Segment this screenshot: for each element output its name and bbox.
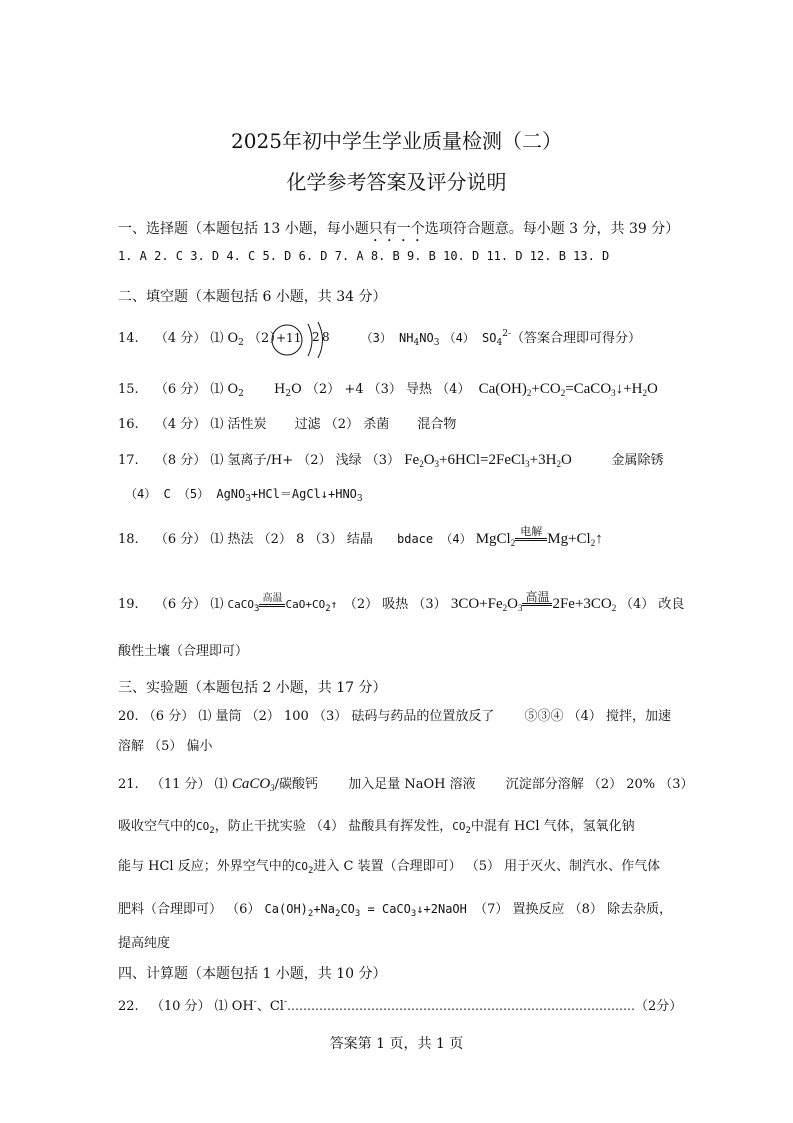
section-4-heading: 四、计算题（本题包括 1 小题，共 10 分） — [118, 966, 387, 982]
question-17-line-2 — [125, 485, 363, 504]
q15-equation — [479, 381, 658, 397]
q19-eq2-c: 2Fe+3CO — [552, 596, 612, 612]
nucleus-label: +11 — [276, 331, 302, 345]
q20-line1-a: 20. （6 分） ⑴ 量筒 （2） 100 （3） 砝码与药品的位置放反了 — [118, 709, 495, 724]
q19-eq1-sub: 3 — [254, 604, 260, 614]
section-3-heading: 三、实验题（本题包括 2 小题，共 17 分） — [118, 680, 387, 696]
q14-part4-sub: 4 — [496, 338, 503, 348]
q19-number: 19. — [118, 597, 139, 612]
q21-line2-b: ，防止干扰实验 （4） 盐酸具有挥发性， — [214, 819, 453, 834]
question-18 — [118, 525, 603, 548]
q19-eq2-a: 3CO+Fe — [450, 596, 503, 612]
q15-eq-sub4: 2 — [642, 388, 647, 398]
q18-eq-sub1: 2 — [510, 538, 516, 548]
q21-co2-formula-2 — [452, 820, 471, 836]
q19-eq2-condition — [522, 589, 552, 606]
q17-eq-sub2: 3 — [434, 459, 440, 469]
q19-eq1-sub2: 2 — [325, 604, 331, 614]
q17-eq-a: Fe — [404, 452, 420, 468]
question-15 — [118, 378, 658, 399]
section-1-heading-text-b: 选项符合题意。每小题 3 分，共 39 分） — [424, 221, 680, 237]
q19-eq1-c: ↑ — [330, 598, 338, 611]
q14-part2: （2） — [248, 331, 283, 346]
q15-part1-sub: 2 — [238, 389, 244, 399]
q15-part1c: O （2） +4 （3） 导热 （4） — [291, 382, 471, 397]
q22-part1b: 、Cl — [256, 999, 284, 1014]
q17-part2: 金属除锈 — [611, 453, 664, 468]
q15-eq-a: Ca(OH) — [478, 381, 527, 397]
q21-line3-b: 进入 C 装置（合理即可） （5） 用于灭火、制汽水、作气体 — [313, 859, 661, 874]
q22-leader-dots: …………………………………………………………………………… — [287, 999, 635, 1013]
q14-part4-sup: 2- — [502, 329, 511, 339]
question-19-line-2: 酸性土壤（合理即可） — [118, 644, 249, 659]
q19-part3: （4） 改良 — [620, 597, 685, 612]
q21-equation — [264, 902, 475, 919]
q21-eq-d: = CaCO — [360, 902, 411, 916]
q21-line3-a: 能与 HCl 反应；外界空气中的 — [118, 859, 295, 874]
q19-eq2-sub3: 2 — [611, 603, 617, 613]
question-21-line-2 — [118, 815, 635, 836]
q17-line2-b: +HCl＝AgCl↓+HNO — [250, 487, 357, 501]
q21-caco3-text: CaCO — [231, 776, 271, 792]
q14-part3-sub2: 3 — [433, 338, 440, 348]
q17-score: （8 分） — [154, 453, 207, 468]
question-20-line-2: 溶解 （5） 偏小 — [118, 739, 213, 754]
q21-co2-sub-1: 2 — [209, 826, 215, 836]
section-1-answers: 1. A 2. C 3. D 4. C 5. D 6. D 7. A 8. B 9. B 10. D 11. D 12. B 13. D — [118, 249, 610, 263]
q21-caco3-formula — [232, 776, 275, 792]
question-20 — [118, 705, 671, 724]
q19-score: （6 分） — [154, 597, 207, 612]
q21-line4-b: （7） 置换反应 （8） 除去杂质， — [474, 902, 673, 917]
page-subtitle: 化学参考答案及评分说明 — [286, 170, 507, 194]
q16-part2: 过滤 （2） 杀菌 — [294, 417, 390, 432]
q14-part1: ⑴ O — [210, 331, 239, 346]
q21-part3: 加入足量 NaOH 溶液 — [348, 777, 476, 792]
q19-eq2-sub2: 3 — [517, 603, 523, 613]
section-1-heading-emphasis: 只有一个 — [368, 221, 425, 237]
q17-equation — [404, 452, 575, 468]
section-2-heading: 二、填空题（本题包括 6 小题，共 34 分） — [118, 289, 387, 305]
q19-eq1-b: CaO+CO — [285, 598, 326, 611]
q17-eq-b: O — [423, 452, 435, 468]
q16-part1: ⑴ 活性炭 — [210, 417, 267, 432]
q18-eq-condition-label: 电解 — [520, 525, 543, 538]
q22-part1-sup: - — [253, 997, 257, 1007]
q18-eq-c: ↑ — [595, 531, 603, 547]
q15-eq-b: +CO — [531, 381, 561, 397]
q15-eq-sub2: 2 — [560, 388, 566, 398]
q17-eq-sub3: 3 — [525, 459, 530, 469]
q21-co2-formula-3 — [294, 860, 314, 876]
q18-eq-double-bar — [515, 538, 547, 541]
q21-part1: ⑴ — [214, 777, 228, 792]
q14-part3-sub1: 4 — [413, 338, 420, 348]
q22-points: （2分） — [635, 999, 683, 1014]
q17-number: 17. — [118, 453, 139, 468]
q19-eq2-b: O — [507, 596, 518, 612]
q15-eq-e: O — [646, 381, 658, 397]
q19-eq1-condition-label: 高温 — [262, 593, 283, 604]
q19-eq2-condition-label: 高温 — [525, 589, 550, 604]
q21-co2-text-2: CO — [452, 820, 466, 833]
q15-eq-sub1: 2 — [526, 388, 532, 398]
q21-score: （11 分） — [150, 777, 211, 792]
q21-eq-sub3: 3 — [354, 909, 361, 919]
q21-co2-formula-1 — [196, 820, 215, 836]
q18-part1: ⑴ 热法 （2） 8 （3） 结晶 — [210, 532, 373, 547]
question-17 — [118, 449, 664, 469]
q21-co2-text-1: CO — [196, 820, 210, 833]
q21-eq-c: CO — [340, 902, 355, 916]
q15-part1b-sub: 2 — [285, 389, 292, 399]
q22-score: （10 分） — [150, 999, 211, 1014]
q18-eq-condition — [515, 527, 547, 541]
q21-co2-text-3: CO — [294, 860, 308, 873]
q21-eq-sub1: 2 — [307, 909, 314, 919]
question-14 — [118, 327, 641, 348]
q17-eq-c: +6HCl=2FeCl — [439, 452, 526, 468]
q15-eq-d: ↓+H — [615, 381, 643, 397]
section-1-heading — [118, 218, 679, 245]
q21-line2-a: 吸收空气中的 — [118, 819, 197, 834]
q19-eq1-double-bar — [259, 604, 285, 607]
q17-line2-sub2: 3 — [356, 494, 363, 504]
q21-caco3-sub: 3 — [270, 783, 275, 793]
q15-number: 15. — [118, 382, 139, 397]
q21-part4: 沉淀部分溶解 （2） 20% （3） — [505, 777, 694, 792]
page-footer: 答案第 1 页，共 1 页 — [329, 1036, 464, 1052]
q15-eq-sub3: 3 — [611, 388, 616, 398]
q19-equation-2 — [450, 589, 620, 613]
q21-line2-c: 中混有 HCl 气体，氢氧化钠 — [470, 819, 635, 834]
q19-part1: ⑴ — [210, 597, 224, 612]
q20-line1-b: ⑤③④ （4） 搅拌，加速 — [524, 709, 672, 724]
q15-eq-c: =CaCO — [565, 381, 612, 397]
section-1-heading-text-a: 一、选择题（本题包括 13 小题，每小题 — [118, 221, 369, 237]
q18-eq-a: MgCl — [475, 531, 511, 547]
q21-number: 21. — [118, 777, 139, 792]
question-16 — [118, 413, 456, 432]
question-21-line-4 — [118, 898, 672, 919]
q19-eq1-condition — [259, 593, 285, 607]
q17-line2-a: （4） C （5） AgNO — [125, 487, 246, 501]
q18-eq-sub2: 2 — [590, 538, 596, 548]
q14-number: 14. — [118, 331, 139, 346]
q22-part1b-sup: - — [283, 997, 287, 1007]
q19-eq2-sub1: 2 — [502, 603, 508, 613]
q14-part3-b: NO — [419, 331, 434, 345]
q18-part2: bdace （4） — [397, 532, 472, 546]
q18-eq-b: Mg+Cl — [547, 531, 591, 547]
q15-part1: ⑴ O — [210, 382, 239, 397]
q19-part2: （2） 吸热 （3） — [343, 597, 447, 612]
q17-line2-sub1: 3 — [245, 494, 251, 504]
q17-part1: ⑴ 氢离子/H+ （2） 浅绿 （3） — [210, 453, 401, 468]
electron-shell-1-count: 2 — [312, 330, 320, 344]
q14-part1-sub: 2 — [238, 338, 244, 348]
q16-part3: 混合物 — [417, 417, 457, 432]
question-21-line-5: 提高纯度 — [118, 936, 171, 951]
q14-part4: （4） SO — [443, 331, 497, 345]
q16-score: （4 分） — [154, 417, 207, 432]
q15-part1b: H — [274, 382, 286, 397]
q21-eq-e: ↓+2NaOH — [416, 902, 467, 916]
q15-score: （6 分） — [154, 382, 207, 397]
q21-eq-b: +Na — [313, 902, 336, 916]
q21-line4-a: 肥料（合理即可） （6） — [118, 902, 261, 917]
electron-shell-2-count: 8 — [322, 330, 330, 344]
page-title: 2025年初中学生学业质量检测（二） — [231, 129, 562, 153]
q18-equation — [475, 525, 603, 548]
q17-eq-d: +3H — [529, 452, 557, 468]
q14-part3: （3） NH — [360, 331, 414, 345]
q17-eq-e: O — [560, 452, 572, 468]
question-22 — [118, 995, 682, 1014]
q19-equation-1 — [227, 593, 344, 614]
q19-eq1-a: CaCO — [227, 598, 255, 611]
q21-part2: /碳酸钙 — [274, 777, 319, 792]
q22-number: 22. — [118, 999, 139, 1014]
q21-co2-sub-3: 2 — [307, 866, 314, 876]
q16-number: 16. — [118, 417, 139, 432]
question-21-line-3 — [118, 855, 660, 876]
q21-eq-a: Ca(OH) — [264, 902, 308, 916]
q17-eq-sub4: 2 — [556, 459, 561, 469]
q17-eq-sub1: 2 — [419, 459, 424, 469]
q18-number: 18. — [118, 532, 139, 547]
q14-part4-note: （答案合理即可得分） — [511, 331, 642, 346]
q21-eq-sub2: 2 — [335, 909, 341, 919]
q21-co2-sub-2: 2 — [465, 826, 471, 836]
q18-score: （6 分） — [154, 532, 207, 547]
q14-score: （4 分） — [154, 331, 207, 346]
question-19 — [118, 589, 685, 614]
q22-part1: ⑴ OH — [214, 999, 254, 1014]
question-21 — [118, 773, 694, 793]
q21-eq-sub4: 3 — [410, 909, 417, 919]
